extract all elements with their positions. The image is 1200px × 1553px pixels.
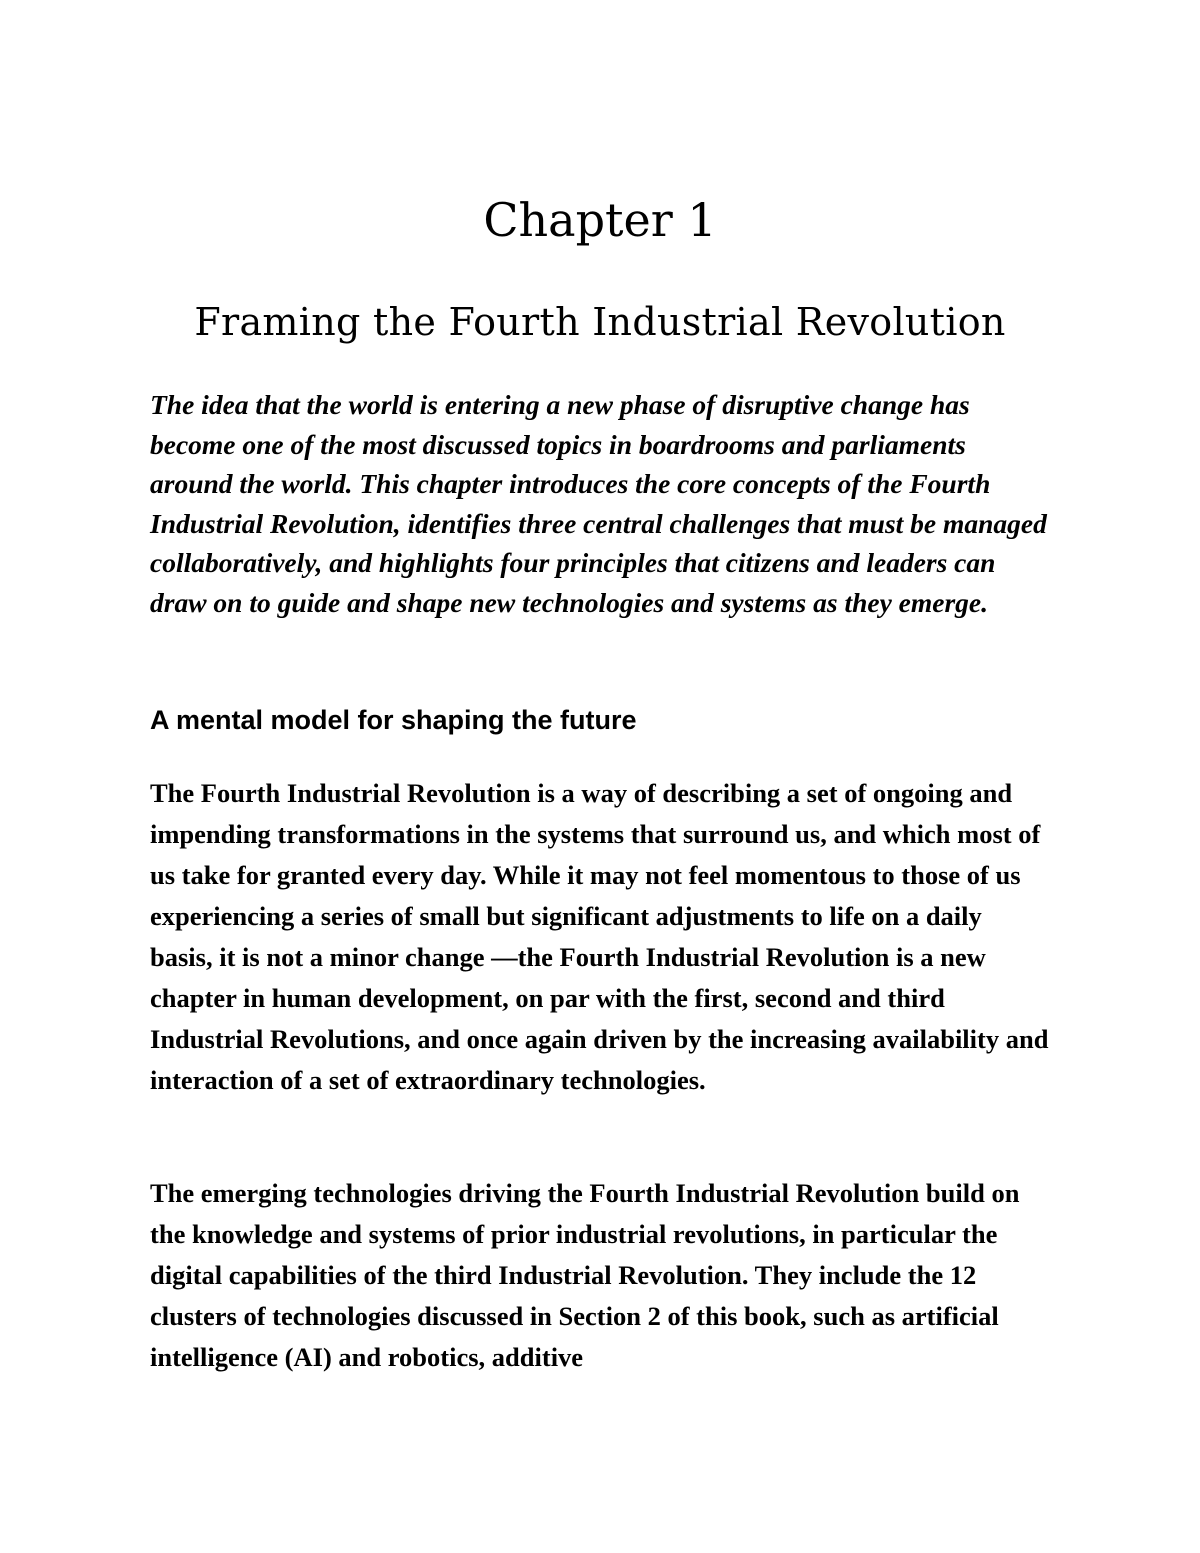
section-heading: A mental model for shaping the future <box>150 705 637 735</box>
body-paragraph-1: The Fourth Industrial Revolution is a way of describing a set of ongoing and impending transformations in the systems that surround us, and which most of us take for granted every day. While it may not feel momentous to those of us experiencing a series of small but significant adjustments to life on a daily basis, it is not a minor change —the Fourth Industrial Revolution is a new chapter in human development, on par with the first, second and third Industrial Revolutions, and once again driven by the increasing availability and interaction of a set of extraordinary technologies. <box>150 778 1049 1095</box>
chapter-intro: The idea that the world is entering a new phase of disruptive change has become one of the most discussed topics in boardrooms and parliaments around the world. This chapter introduces the core concepts of the Fourth Industrial Revolution, identifies three central challenges that must be managed collaboratively, and highlights four principles that citizens and leaders can draw on to guide and shape new technologies and systems as they emerge. <box>150 389 1047 618</box>
chapter-number: Chapter 1 <box>483 193 717 247</box>
body-paragraph-2: The emerging technologies driving the Fourth Industrial Revolution build on the knowledge and systems of prior industrial revolutions, in particular the digital capabilities of the third Industrial Revolution. They include the 12 clusters of technologies discussed in Section 2 of this book, such as artificial intelligence (AI) and robotics, additive <box>150 1178 1020 1372</box>
chapter-title: Framing the Fourth Industrial Revolution <box>194 300 1006 344</box>
